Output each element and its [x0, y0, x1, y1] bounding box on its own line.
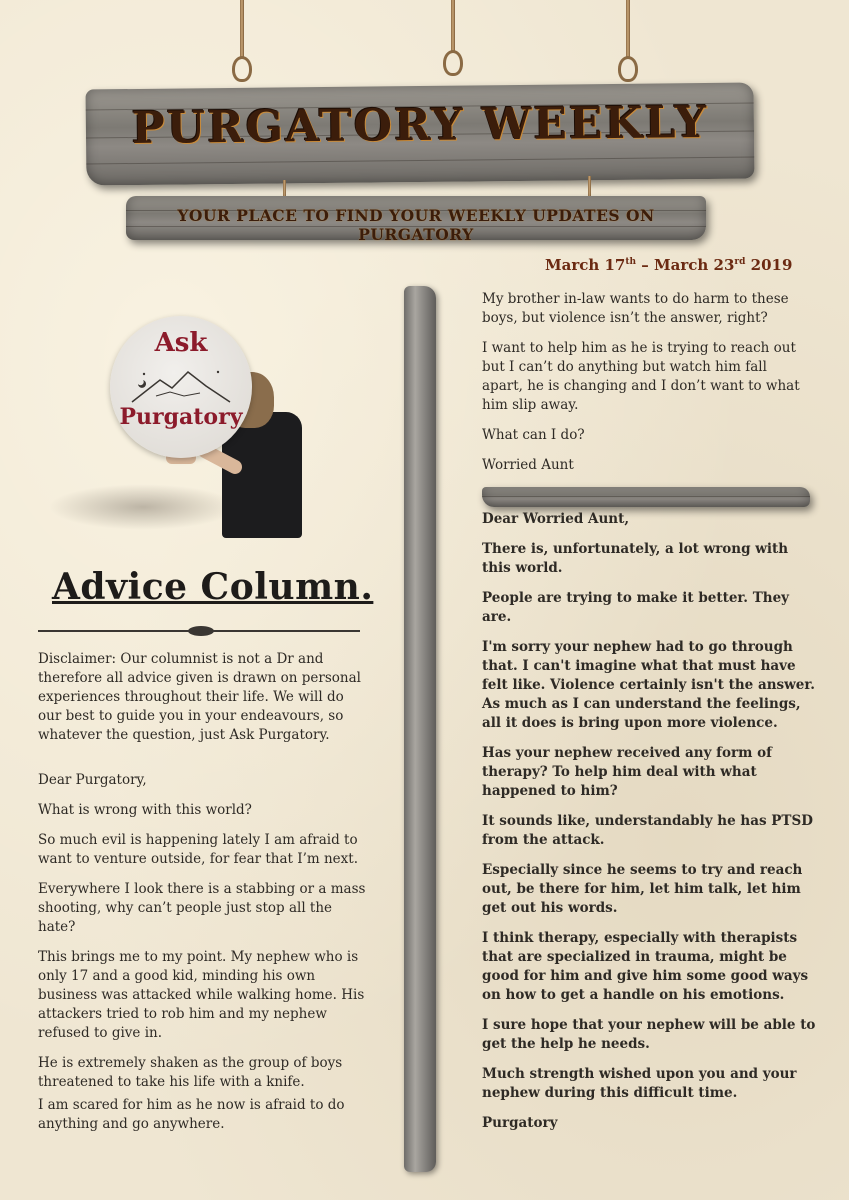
reply-paragraph: Has your nephew received any form of therapy? To help him deal with what happened to him?	[482, 745, 772, 799]
ask-purgatory-badge	[110, 316, 252, 458]
disclaimer-block	[38, 650, 368, 756]
reply-paragraph: Much strength wished upon you and your nephew during this difficult time.	[482, 1066, 797, 1101]
reply-divider-plank	[482, 487, 810, 507]
noose-left-icon	[232, 56, 252, 82]
masthead-title: PURGATORY WEEKLY	[131, 96, 709, 155]
letter-left-column	[38, 771, 368, 1145]
letter-paragraph: Everywhere I look there is a stabbing or a mass shooting, why can’t people just stop all the hate?	[38, 881, 366, 935]
letter-right-column	[482, 290, 812, 486]
issue-date: March 17th – March 23rd 2019	[545, 256, 793, 274]
reply-paragraph: There is, unfortunately, a lot wrong with this world.	[482, 541, 789, 576]
badge-line-ask: Ask	[154, 328, 208, 358]
reply-paragraph: I sure hope that your nephew will be able to get the help he needs.	[482, 1017, 816, 1052]
reply-paragraph: Especially since he seems to try and reach out, be there for him, let him talk, let him get out his words.	[482, 862, 803, 916]
floor-shadow	[48, 484, 238, 530]
letter-paragraph: What can I do?	[482, 427, 585, 443]
disclaimer-text: Disclaimer: Our columnist is not a Dr and therefore all advice given is drawn on personal experiences throughout their life. We will do our best to guide you in your endeavours, so whatever the question, just Ask Purgatory.	[38, 651, 361, 743]
rope-right	[626, 0, 630, 58]
letter-paragraph: I want to help him as he is trying to reach out but I can’t do anything but watch him fall apart, he is changing and I don’t want to what him slip away.	[482, 340, 800, 413]
masthead-subtitle: YOUR PLACE TO FIND YOUR WEEKLY UPDATES ON PURGATORY	[177, 206, 655, 244]
divider-ornament-icon	[188, 626, 214, 636]
letter-paragraph: Dear Purgatory,	[38, 772, 147, 788]
wooden-pole-divider	[404, 286, 436, 1172]
noose-right-icon	[618, 56, 638, 82]
rope-left	[240, 0, 244, 58]
reply-paragraph: I think therapy, especially with therapists that are specialized in trauma, might be good for him and give him some good ways on how to get a handle on his emotions.	[482, 930, 809, 1003]
reply-column	[482, 510, 817, 1144]
letter-paragraph: My brother in-law wants to do harm to these boys, but violence isn’t the answer, right?	[482, 291, 789, 326]
letter-signoff: Worried Aunt	[482, 457, 574, 473]
reply-paragraph: People are trying to make it better. They are.	[482, 590, 789, 625]
letter-paragraph: I am scared for him as he now is afraid to do anything and go anywhere.	[38, 1097, 345, 1132]
masthead-plank	[86, 83, 755, 186]
rope-center	[451, 0, 455, 52]
subtitle-plank	[126, 196, 706, 244]
letter-paragraph: So much evil is happening lately I am afraid to want to venture outside, for fear that I’m next.	[38, 832, 358, 867]
letter-paragraph: He is extremely shaken as the group of boys threatened to take his life with a knife.	[38, 1055, 343, 1090]
rope-connector-right	[588, 176, 591, 198]
badge-line-purgatory: Purgatory	[119, 404, 243, 430]
ornamental-divider	[38, 630, 360, 632]
reply-greeting: Dear Worried Aunt,	[482, 511, 630, 527]
reply-signoff: Purgatory	[482, 1115, 558, 1131]
reply-paragraph: I'm sorry your nephew had to go through that. I can't imagine what that must have felt like. Violence certainly isn't the answer. As much as I can understand the feelings, all it does is bring upon more violence.	[482, 639, 815, 731]
noose-center-icon	[443, 50, 463, 76]
letter-paragraph: What is wrong with this world?	[38, 802, 252, 818]
reply-paragraph: It sounds like, understandably he has PTSD from the attack.	[482, 813, 813, 848]
mountain-icon	[130, 366, 232, 406]
letter-paragraph: This brings me to my point. My nephew who is only 17 and a good kid, minding his own business was attacked while walking home. His attackers tried to rob him and my nephew refused to give in.	[38, 949, 365, 1041]
section-heading: Advice Column.	[52, 566, 374, 608]
